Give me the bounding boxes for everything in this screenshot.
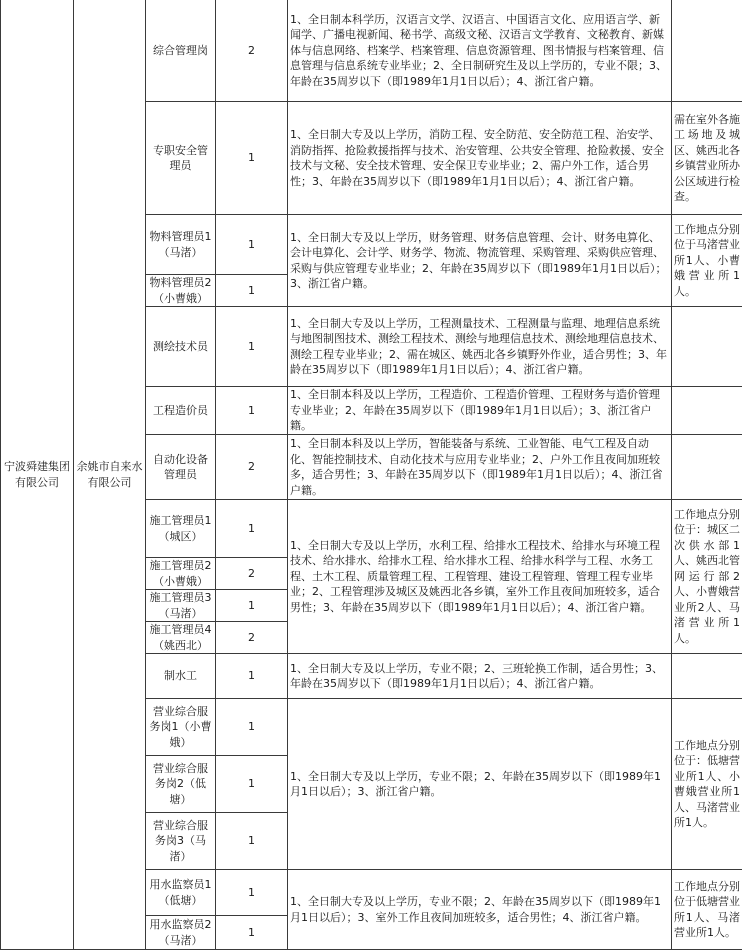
post-name: 营业综合服务岗2（低塘） <box>146 756 216 813</box>
post-count: 1 <box>216 102 288 215</box>
post-count: 1 <box>216 307 288 387</box>
post-count: 1 <box>216 870 288 916</box>
post-name: 物料管理员2（小曹娥） <box>146 275 216 307</box>
post-note: 工作地点分别位于：城区二次供水部1人、姚西北管网运行部2人、小曹娥营业所2人、马渚营业所1人。 <box>672 500 742 654</box>
post-note: 需在室外各施工场地及城区、姚西北各乡镇营业所办公区域进行检查。 <box>672 102 742 215</box>
post-note: 工作地点分别位于低塘营业所1人、马渚营业所1人。 <box>672 870 742 950</box>
post-count: 1 <box>216 916 288 950</box>
post-count: 2 <box>216 558 288 590</box>
post-count: 1 <box>216 500 288 558</box>
post-requirements: 1、全日制本科学历，汉语言文学、汉语言、中国语言文化、应用语言学、新闻学、广播电视新闻、秘书学、高级文秘、汉语言文学教育、文秘教育、新媒体与信息网络、档案学、档案管理、信息资源管理、图书情报与档案管理、信息管理与信息系统专业毕业；2、全日制研究生及以上学历的，专业不限；3、年龄在35周岁以下（即1989年1月1日以后）；4、浙江省户籍。 <box>288 0 672 102</box>
post-name: 专职安全管理员 <box>146 102 216 215</box>
post-count: 2 <box>216 435 288 500</box>
post-name: 营业综合服务岗3（马渚） <box>146 813 216 870</box>
post-name: 施工管理员1（城区） <box>146 500 216 558</box>
post-count: 2 <box>216 0 288 102</box>
post-count: 1 <box>216 215 288 275</box>
post-requirements: 1、全日制大专及以上学历，专业不限；2、年龄在35周岁以下（即1989年1月1日以后）；3、室外工作且夜间加班较多，适合男性；4、浙江省户籍。 <box>288 870 672 950</box>
post-name: 营业综合服务岗1（小曹娥） <box>146 699 216 756</box>
post-name: 制水工 <box>146 654 216 699</box>
post-name: 物料管理员1（马渚） <box>146 215 216 275</box>
post-count: 1 <box>216 654 288 699</box>
post-note <box>672 435 742 500</box>
post-note: 工作地点分别位于马渚营业所1人、小曹娥营业所1人。 <box>672 215 742 307</box>
post-name: 测绘技术员 <box>146 307 216 387</box>
post-name: 用水监察员2（马渚） <box>146 916 216 950</box>
post-name: 自动化设备管理员 <box>146 435 216 500</box>
post-count: 1 <box>216 699 288 756</box>
post-requirements: 1、全日制本科及以上学历，智能装备与系统、工业智能、电气工程及自动化、智能控制技术、自动化技术与应用专业毕业；2、户外工作且夜间加班较多，适合男性；3、年龄在35周岁以下（即1989年1月1日以后）；4、浙江省户籍。 <box>288 435 672 500</box>
post-name: 施工管理员3（马渚） <box>146 590 216 622</box>
post-name: 工程造价员 <box>146 387 216 435</box>
post-requirements: 1、全日制大专及以上学历，专业不限；2、三班轮换工作制，适合男性；3、年龄在35周岁以下（即1989年1月1日以后）；4、浙江省户籍。 <box>288 654 672 699</box>
post-count: 1 <box>216 756 288 813</box>
unit-name: 余姚市自来水有限公司 <box>74 0 146 950</box>
company-name: 宁波舜建集团有限公司 <box>1 0 74 950</box>
post-name: 施工管理员2（小曹娥） <box>146 558 216 590</box>
post-requirements: 1、全日制大专及以上学历，消防工程、安全防范、安全防范工程、治安学、消防指挥、抢险救援指挥与技术、治安管理、公共安全管理、抢险救援、安全技术与文秘、安全技术管理、安全保卫专业毕业；2、需户外工作，适合男性；3、年龄在35周岁以下（即1989年1月1日以后）；4、浙江省户籍。 <box>288 102 672 215</box>
post-requirements: 1、全日制大专及以上学历，财务管理、财务信息管理、会计、财务电算化、会计电算化、会计学、财务学、物流、物流管理、采购管理、采购供应管理、采购与供应管理专业毕业；2、年龄在35周岁以下（即1989年1月1日以后）；3、浙江省户籍。 <box>288 215 672 307</box>
post-requirements: 1、全日制大专及以上学历，专业不限；2、年龄在35周岁以下（即1989年1月1日以后）；3、浙江省户籍。 <box>288 699 672 870</box>
post-requirements: 1、全日制本科及以上学历，工程造价、工程造价管理、工程财务与造价管理专业毕业；2、年龄在35周岁以下（即1989年1月1日以后）；3、浙江省户籍。 <box>288 387 672 435</box>
post-note: 工作地点分别位于：低塘营业所1人、小曹娥营业所1人、马渚营业所1人。 <box>672 699 742 870</box>
post-name: 用水监察员1（低塘） <box>146 870 216 916</box>
post-name: 施工管理员4（姚西北） <box>146 622 216 654</box>
post-note <box>672 387 742 435</box>
post-count: 1 <box>216 387 288 435</box>
post-name: 综合管理岗 <box>146 0 216 102</box>
post-count: 2 <box>216 622 288 654</box>
post-requirements: 1、全日制大专及以上学历，水利工程、给排水工程技术、给排水与环境工程技术、给水排水、给排水工程、给水排水工程、给排水科学与工程、水务工程、土木工程、质量管理工程、工程管理、建设工程管理、管理工程专业毕业；2、工程管理涉及城区及姚西北各乡镇，室外工作且夜间加班较多，适合男性；3、年龄在35周岁以下（即1989年1月1日以后）；4、浙江省户籍。 <box>288 500 672 654</box>
post-note <box>672 654 742 699</box>
post-count: 1 <box>216 590 288 622</box>
post-note <box>672 307 742 387</box>
post-note <box>672 0 742 102</box>
post-count: 1 <box>216 813 288 870</box>
post-requirements: 1、全日制大专及以上学历，工程测量技术、工程测量与监理、地理信息系统与地图制图技术、测绘工程技术、测绘与地理信息技术、测绘地理信息技术、测绘工程专业毕业；2、需在城区、姚西北各乡镇野外作业，适合男性；3、年龄在35周岁以下（即1989年1月1日以后）；4、浙江省户籍。 <box>288 307 672 387</box>
post-count: 1 <box>216 275 288 307</box>
